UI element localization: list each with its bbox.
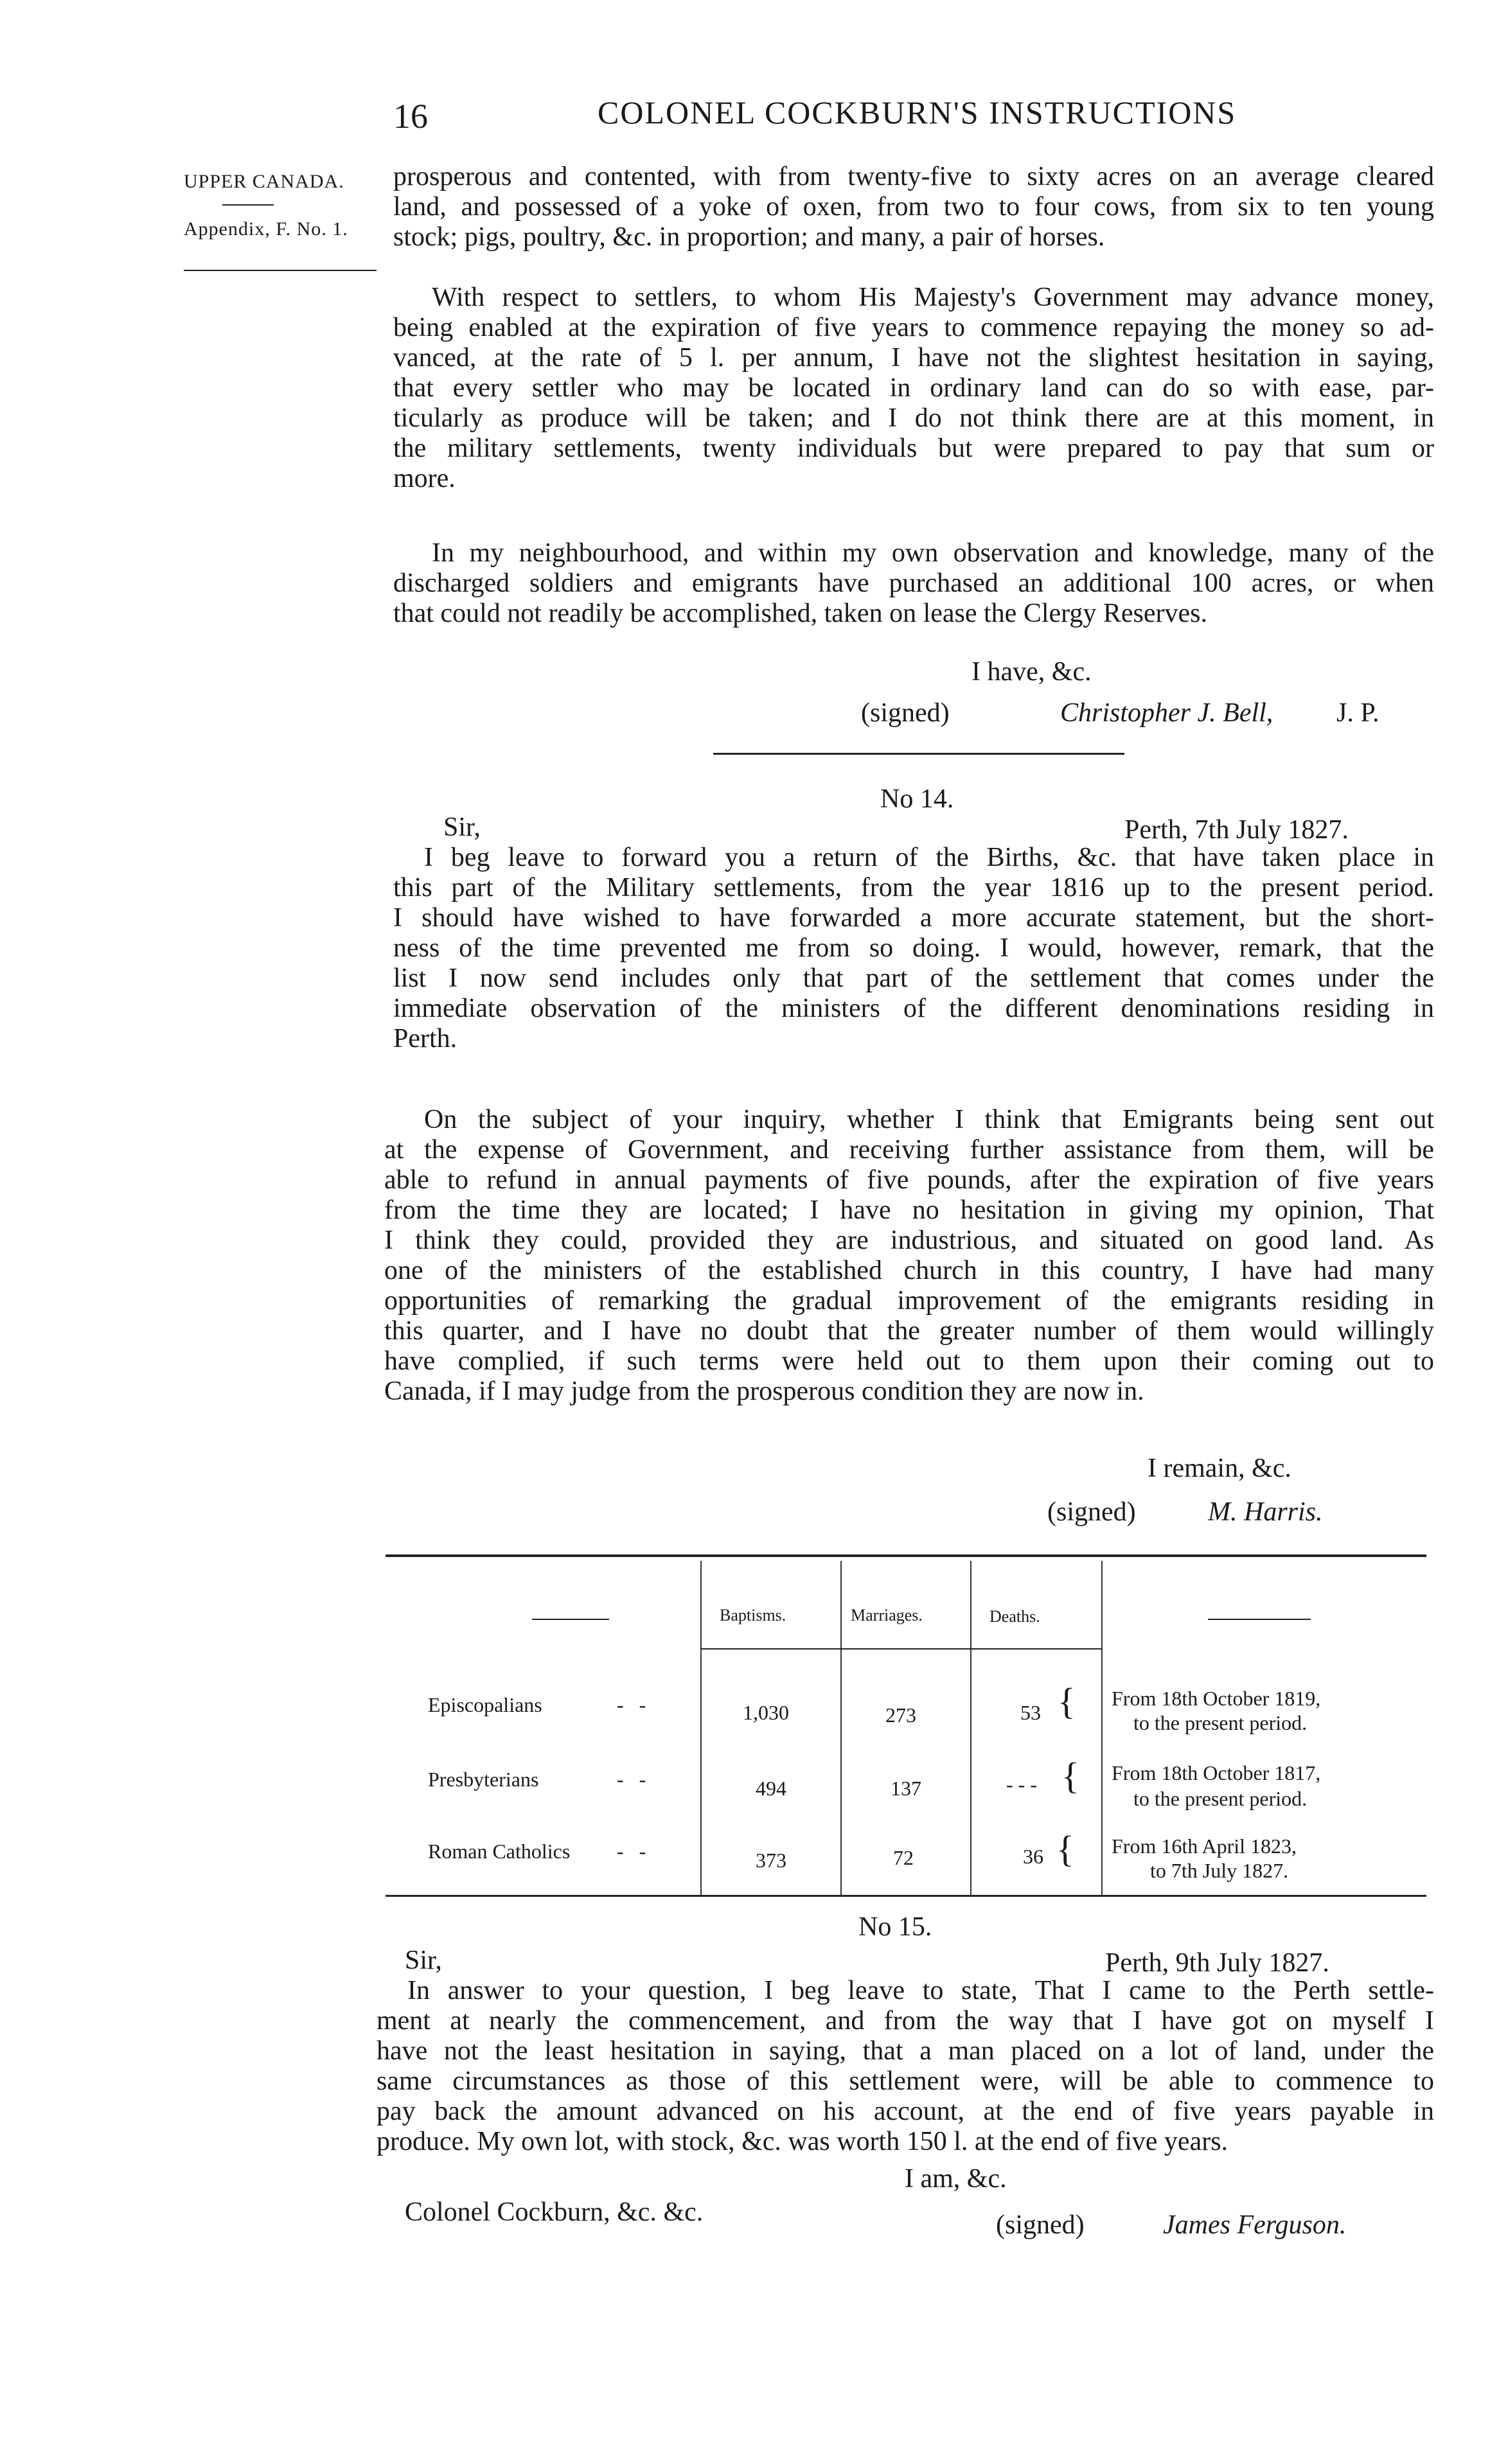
paragraph-neighbourhood: [393, 538, 1434, 629]
continuation-paragraph: [393, 162, 1434, 252]
cell-deaths: 36: [1023, 1845, 1043, 1868]
table-divider: [840, 1657, 842, 1895]
text-line: ment at nearly the commencement, and from the way that I have got on myself I: [377, 2006, 1434, 2036]
cell-marriages: 137: [891, 1777, 921, 1800]
cell-period: to 7th July 1827.: [1150, 1859, 1289, 1882]
row-denomination: Episcopalians: [428, 1693, 542, 1716]
text-line: list I now send includes only that part of the settlement that comes under the: [393, 964, 1434, 993]
letter15-number: No 15.: [858, 1912, 932, 1942]
text-line: able to refund in annual payments of five pounds, after the expiration of five years: [384, 1165, 1434, 1195]
letter14-paragraph-2: [384, 1105, 1434, 1407]
letter15-paragraph: [377, 1976, 1434, 2157]
text-line: have complied, if such terms were held out to them upon their coming out to: [384, 1346, 1434, 1376]
page-number: 16: [393, 97, 428, 136]
header-baptisms: Baptisms.: [720, 1606, 786, 1624]
text-line: land, and possessed of a yoke of oxen, from two to four cows, from six to ten young: [393, 192, 1434, 222]
cell-period: to the present period.: [1133, 1711, 1308, 1734]
letter13-signed: (signed): [861, 698, 950, 728]
text-line: from the time they are located; I have no hesitation in giving my opinion, That: [384, 1195, 1434, 1225]
text-line: Canada, if I may judge from the prosperous condition they are now in.: [384, 1377, 1144, 1406]
letter15-salutation: Sir,: [405, 1946, 442, 1975]
text-line: I beg leave to forward you a return of the Births, &c. that have taken place in: [424, 843, 1434, 872]
letter14-signer: M. Harris.: [1208, 1497, 1323, 1527]
letter14-dateline: Perth, 7th July 1827.: [1124, 815, 1349, 845]
text-line: this part of the Military settlements, from the year 1816 up to the present period.: [393, 873, 1434, 902]
text-line: being enabled at the expiration of five years to commence repaying the money so ad-: [393, 313, 1434, 342]
letter13-title: J. P.: [1336, 698, 1379, 728]
table-header-rule: [700, 1648, 1101, 1650]
cell-marriages: 273: [885, 1703, 916, 1727]
table-divider: [970, 1657, 971, 1895]
row-denomination: Roman Catholics: [428, 1840, 571, 1863]
section-rule: [713, 753, 1124, 755]
cell-baptisms: 494: [756, 1777, 786, 1800]
table-divider: [700, 1657, 702, 1895]
cell-baptisms: 1,030: [743, 1701, 789, 1724]
letter14-salutation: Sir,: [443, 813, 481, 842]
cell-marriages: 72: [893, 1846, 914, 1869]
cell-deaths: - - -: [1006, 1773, 1037, 1796]
leader-dots: - -: [617, 1840, 646, 1863]
brace-icon: {: [1058, 1680, 1076, 1722]
header-deaths: Deaths.: [989, 1607, 1040, 1626]
text-line: Perth.: [393, 1024, 457, 1053]
sidenote-appendix: Appendix, F. No. 1.: [184, 218, 348, 240]
letter15-signed: (signed): [996, 2210, 1085, 2240]
text-line: have not the least hesitation in saying, that a man placed on a lot of land, under the: [377, 2036, 1434, 2066]
text-line: I think they could, provided they are industrious, and situated on good land. As: [384, 1226, 1434, 1255]
sidenote-rule: [184, 270, 377, 271]
letter14-signed: (signed): [1047, 1497, 1136, 1527]
letter13-close: I have, &c.: [971, 657, 1092, 687]
cell-baptisms: 373: [756, 1849, 786, 1872]
table-divider: [1101, 1657, 1103, 1895]
text-line: vanced, at the rate of 5 l. per annum, I have not the slightest hesitation in saying,: [393, 343, 1434, 373]
sidenote-short-rule: [222, 204, 274, 206]
cell-period: From 18th October 1819,: [1112, 1687, 1321, 1710]
text-line: that could not readily be accomplished, taken on lease the Clergy Reserves.: [393, 599, 1207, 628]
letter14-paragraph-1: [393, 843, 1434, 1054]
text-line: I should have wished to have forwarded a more accurate statement, but the short-: [393, 903, 1434, 933]
text-line: stock; pigs, poultry, &c. in proportion; and many, a pair of horses.: [393, 222, 1105, 252]
text-line: same circumstances as those of this settlement were, will be able to commence to: [377, 2066, 1434, 2096]
text-line: With respect to settlers, to whom His Majesty's Government may advance money,: [432, 283, 1434, 312]
brace-icon: {: [1056, 1828, 1074, 1870]
text-line: In my neighbourhood, and within my own observation and knowledge, many of the: [432, 538, 1434, 568]
letter15-close: I am, &c.: [905, 2164, 1007, 2194]
running-title: COLONEL COCKBURN'S INSTRUCTIONS: [598, 94, 1237, 130]
cell-period: From 16th April 1823,: [1112, 1835, 1297, 1858]
text-line: at the expense of Government, and receiving further assistance from them, will be: [384, 1135, 1434, 1165]
text-line: discharged soldiers and emigrants have purchased an additional 100 acres, or when: [393, 568, 1434, 598]
leader-dots: - -: [617, 1693, 646, 1716]
cell-period: From 18th October 1817,: [1112, 1761, 1321, 1784]
table-header-dash: [1208, 1619, 1311, 1620]
cell-deaths: 53: [1020, 1701, 1041, 1724]
paragraph-settlers: [393, 283, 1434, 494]
text-line: the military settlements, twenty individuals but were prepared to pay that sum or: [393, 434, 1434, 463]
text-line: On the subject of your inquiry, whether I think that Emigrants being sent out: [424, 1105, 1434, 1134]
sidenote-region: UPPER CANADA.: [184, 171, 344, 192]
text-line: ticularly as produce will be taken; and I do not think there are at this moment, in: [393, 403, 1434, 433]
header-marriages: Marriages.: [851, 1606, 923, 1624]
text-line: pay back the amount advanced on his account, at the end of five years payable in: [377, 2097, 1434, 2126]
text-line: more.: [393, 464, 456, 493]
row-denomination: Presbyterians: [428, 1768, 539, 1791]
table-header-dash: [532, 1619, 609, 1620]
cell-period: to the present period.: [1133, 1787, 1308, 1810]
text-line: produce. My own lot, with stock, &c. was worth 150 l. at the end of five years.: [377, 2127, 1228, 2156]
text-line: that every settler who may be located in ordinary land can do so with ease, par-: [393, 373, 1434, 403]
letter14-number: No 14.: [880, 784, 954, 814]
text-line: one of the ministers of the established church in this country, I have had many: [384, 1256, 1434, 1285]
letter15-addressee: Colonel Cockburn, &c. &c.: [405, 2197, 704, 2227]
table-bottom-rule: [386, 1895, 1426, 1897]
text-line: opportunities of remarking the gradual improvement of the emigrants residing in: [384, 1286, 1434, 1316]
text-line: this quarter, and I have no doubt that the greater number of them would willingly: [384, 1316, 1434, 1346]
text-line: prosperous and contented, with from twenty-five to sixty acres on an average cleared: [393, 162, 1434, 191]
letter13-signer: Christopher J. Bell,: [1060, 698, 1273, 728]
letter15-signer: James Ferguson.: [1163, 2210, 1347, 2240]
text-line: ness of the time prevented me from so doing. I would, however, remark, that the: [393, 933, 1434, 963]
brace-icon: {: [1061, 1755, 1079, 1797]
text-line: In answer to your question, I beg leave to state, That I came to the Perth settle-: [407, 1976, 1434, 2005]
letter15-dateline: Perth, 9th July 1827.: [1105, 1948, 1329, 1978]
text-line: immediate observation of the ministers of the different denominations residing in: [393, 994, 1434, 1023]
table-top-rule: [386, 1554, 1426, 1557]
leader-dots: - -: [617, 1768, 646, 1791]
letter14-close: I remain, &c.: [1148, 1454, 1291, 1483]
